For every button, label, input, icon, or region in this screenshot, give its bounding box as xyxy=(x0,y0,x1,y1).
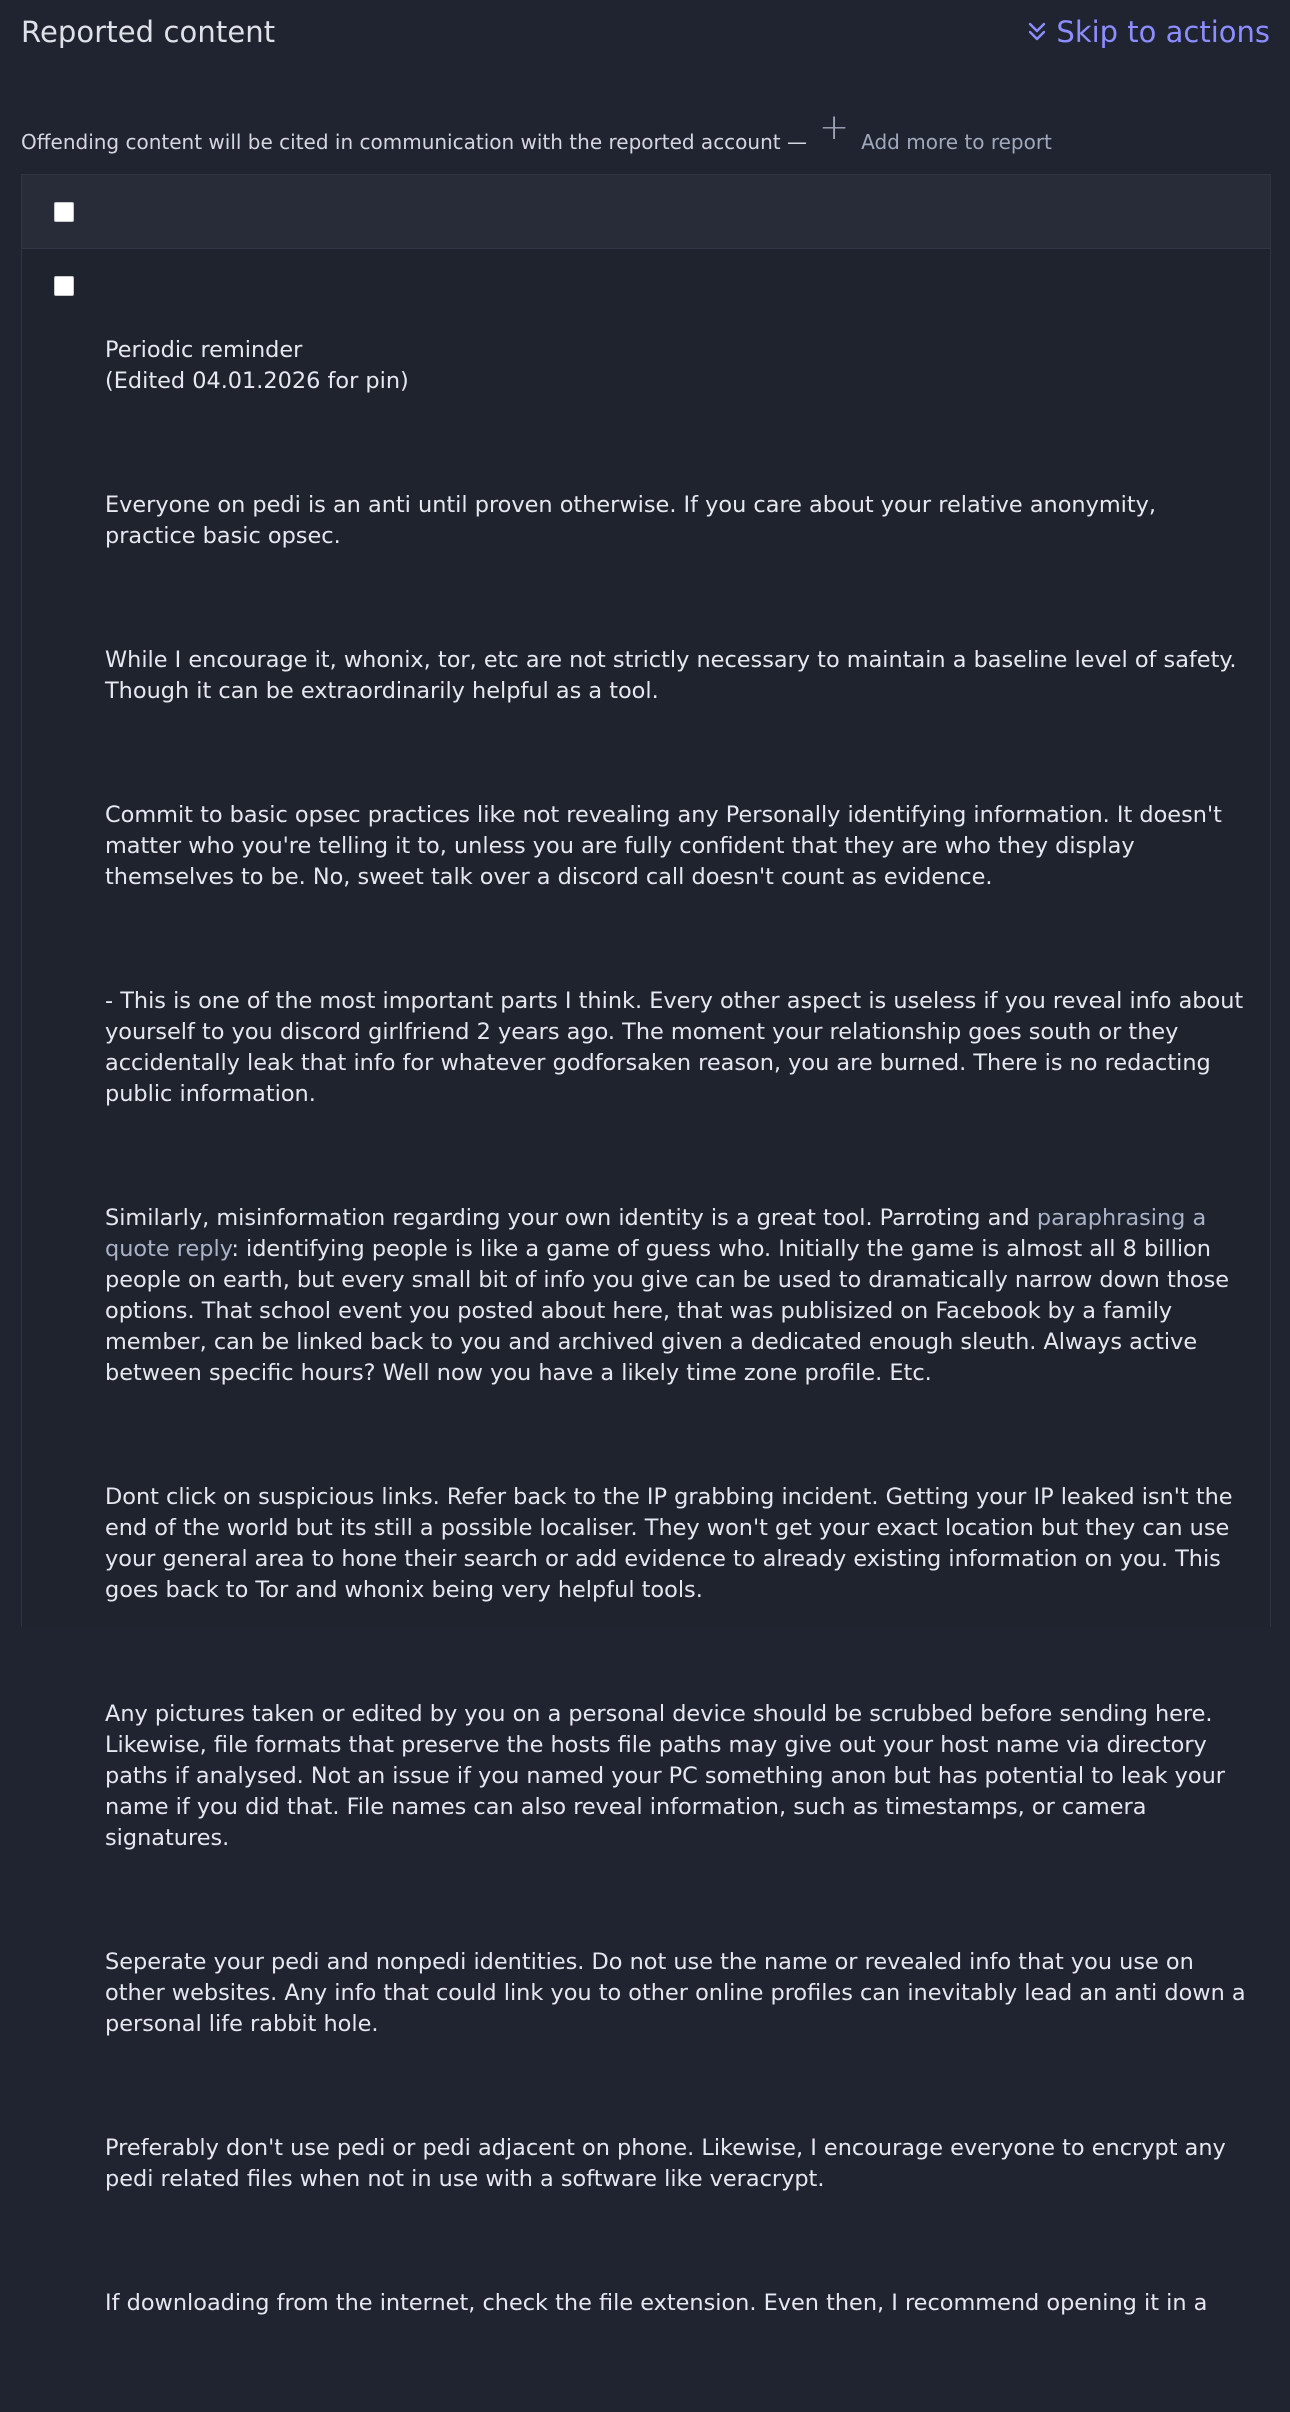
report-notice xyxy=(21,100,1052,156)
post-paragraph: Dont click on suspicious links. Refer back to the IP grabbing incident. Getting your IP leaked isn't the end of the world but its still a possible localiser. They won't get your exact location but they can use your general area to hone their search or add evidence to already existing information on you. This goes back to Tor and whonix being very helpful tools. xyxy=(105,1484,1240,1603)
paragraph-text: Similarly, misinformation regarding your own identity is a great tool. Parroting and xyxy=(105,1205,1037,1231)
row-select-checkbox[interactable] xyxy=(54,276,74,296)
table-row xyxy=(22,249,1270,2412)
post-paragraph: While I encourage it, whonix, tor, etc are not strictly necessary to maintain a baseline level of safety. Though it can be extraordinarily helpful as a tool. xyxy=(105,647,1244,704)
quote-reply-link[interactable]: paraphrasing a quote reply xyxy=(105,1205,1214,1262)
post-heading: Periodic reminder (Edited 04.01.2026 for pin) xyxy=(105,337,409,394)
double-chevron-down-icon xyxy=(1026,21,1048,43)
post-paragraph: Any pictures taken or edited by you on a personal device should be scrubbed before sending here. Likewise, file formats that preserve the hosts file paths may give out your host name via directory paths if analysed. Not an issue if you named your PC something anon but has potential to leak your name if you did that. File names can also reveal information, such as timestamps, or camera signatures. xyxy=(105,1701,1233,1851)
reported-content-table xyxy=(21,174,1271,2316)
notice-text: Offending content will be cited in communication with the reported account — xyxy=(21,130,807,154)
plus-icon: + xyxy=(818,107,850,148)
section-header xyxy=(21,10,1270,54)
post-paragraph xyxy=(105,1203,1246,1389)
add-more-to-report-button[interactable] xyxy=(818,107,1052,156)
skip-to-actions-link[interactable] xyxy=(1026,15,1270,49)
select-all-checkbox[interactable] xyxy=(54,202,74,222)
post-paragraph: Everyone on pedi is an anti until proven otherwise. If you care about your relative anonymity, practice basic opsec. xyxy=(105,492,1164,549)
table-header xyxy=(22,175,1270,249)
skip-to-actions-label: Skip to actions xyxy=(1056,15,1270,49)
post-paragraph: Commit to basic opsec practices like not revealing any Personally identifying information. It doesn't matter who you're telling it to, unless you are fully confident that they are who they display themselves to be. No, sweet talk over a discord call doesn't count as evidence. xyxy=(105,802,1229,890)
post-paragraph: - This is one of the most important parts I think. Every other aspect is useless if you reveal info about yourself to you discord girlfriend 2 years ago. The moment your relationship goes south or they accidentally leak that info for whatever godforsaken reason, you are burned. There is no redacting public information. xyxy=(105,988,1251,1107)
post-content xyxy=(105,273,1253,2412)
post-paragraph: Preferably don't use pedi or pedi adjacent on phone. Likewise, I encourage everyone to encrypt any pedi related files when not in use with a software like veracrypt. xyxy=(105,2135,1233,2192)
post-paragraph: Seperate your pedi and nonpedi identities. Do not use the name or revealed info that you use on other websites. Any info that could link you to other online profiles can inevitably lead an anti down a personal life rabbit hole. xyxy=(105,1949,1253,2037)
page-title: Reported content xyxy=(21,15,276,49)
paragraph-text: : identifying people is like a game of guess who. Initially the game is almost all 8 billion people on earth, but every small bit of info you give can be used to dramatically narrow down those options. That school event you posted about here, that was publisized on Facebook by a family member, can be linked back to you and archived given a dedicated enough sleuth. Always active between specific hours? Well now you have a likely time zone profile. Etc. xyxy=(105,1236,1237,1386)
post-paragraph: If downloading from the internet, check the file extension. Even then, I recommend opening it in a xyxy=(105,2290,1208,2316)
add-more-label: Add more to report xyxy=(861,130,1052,154)
